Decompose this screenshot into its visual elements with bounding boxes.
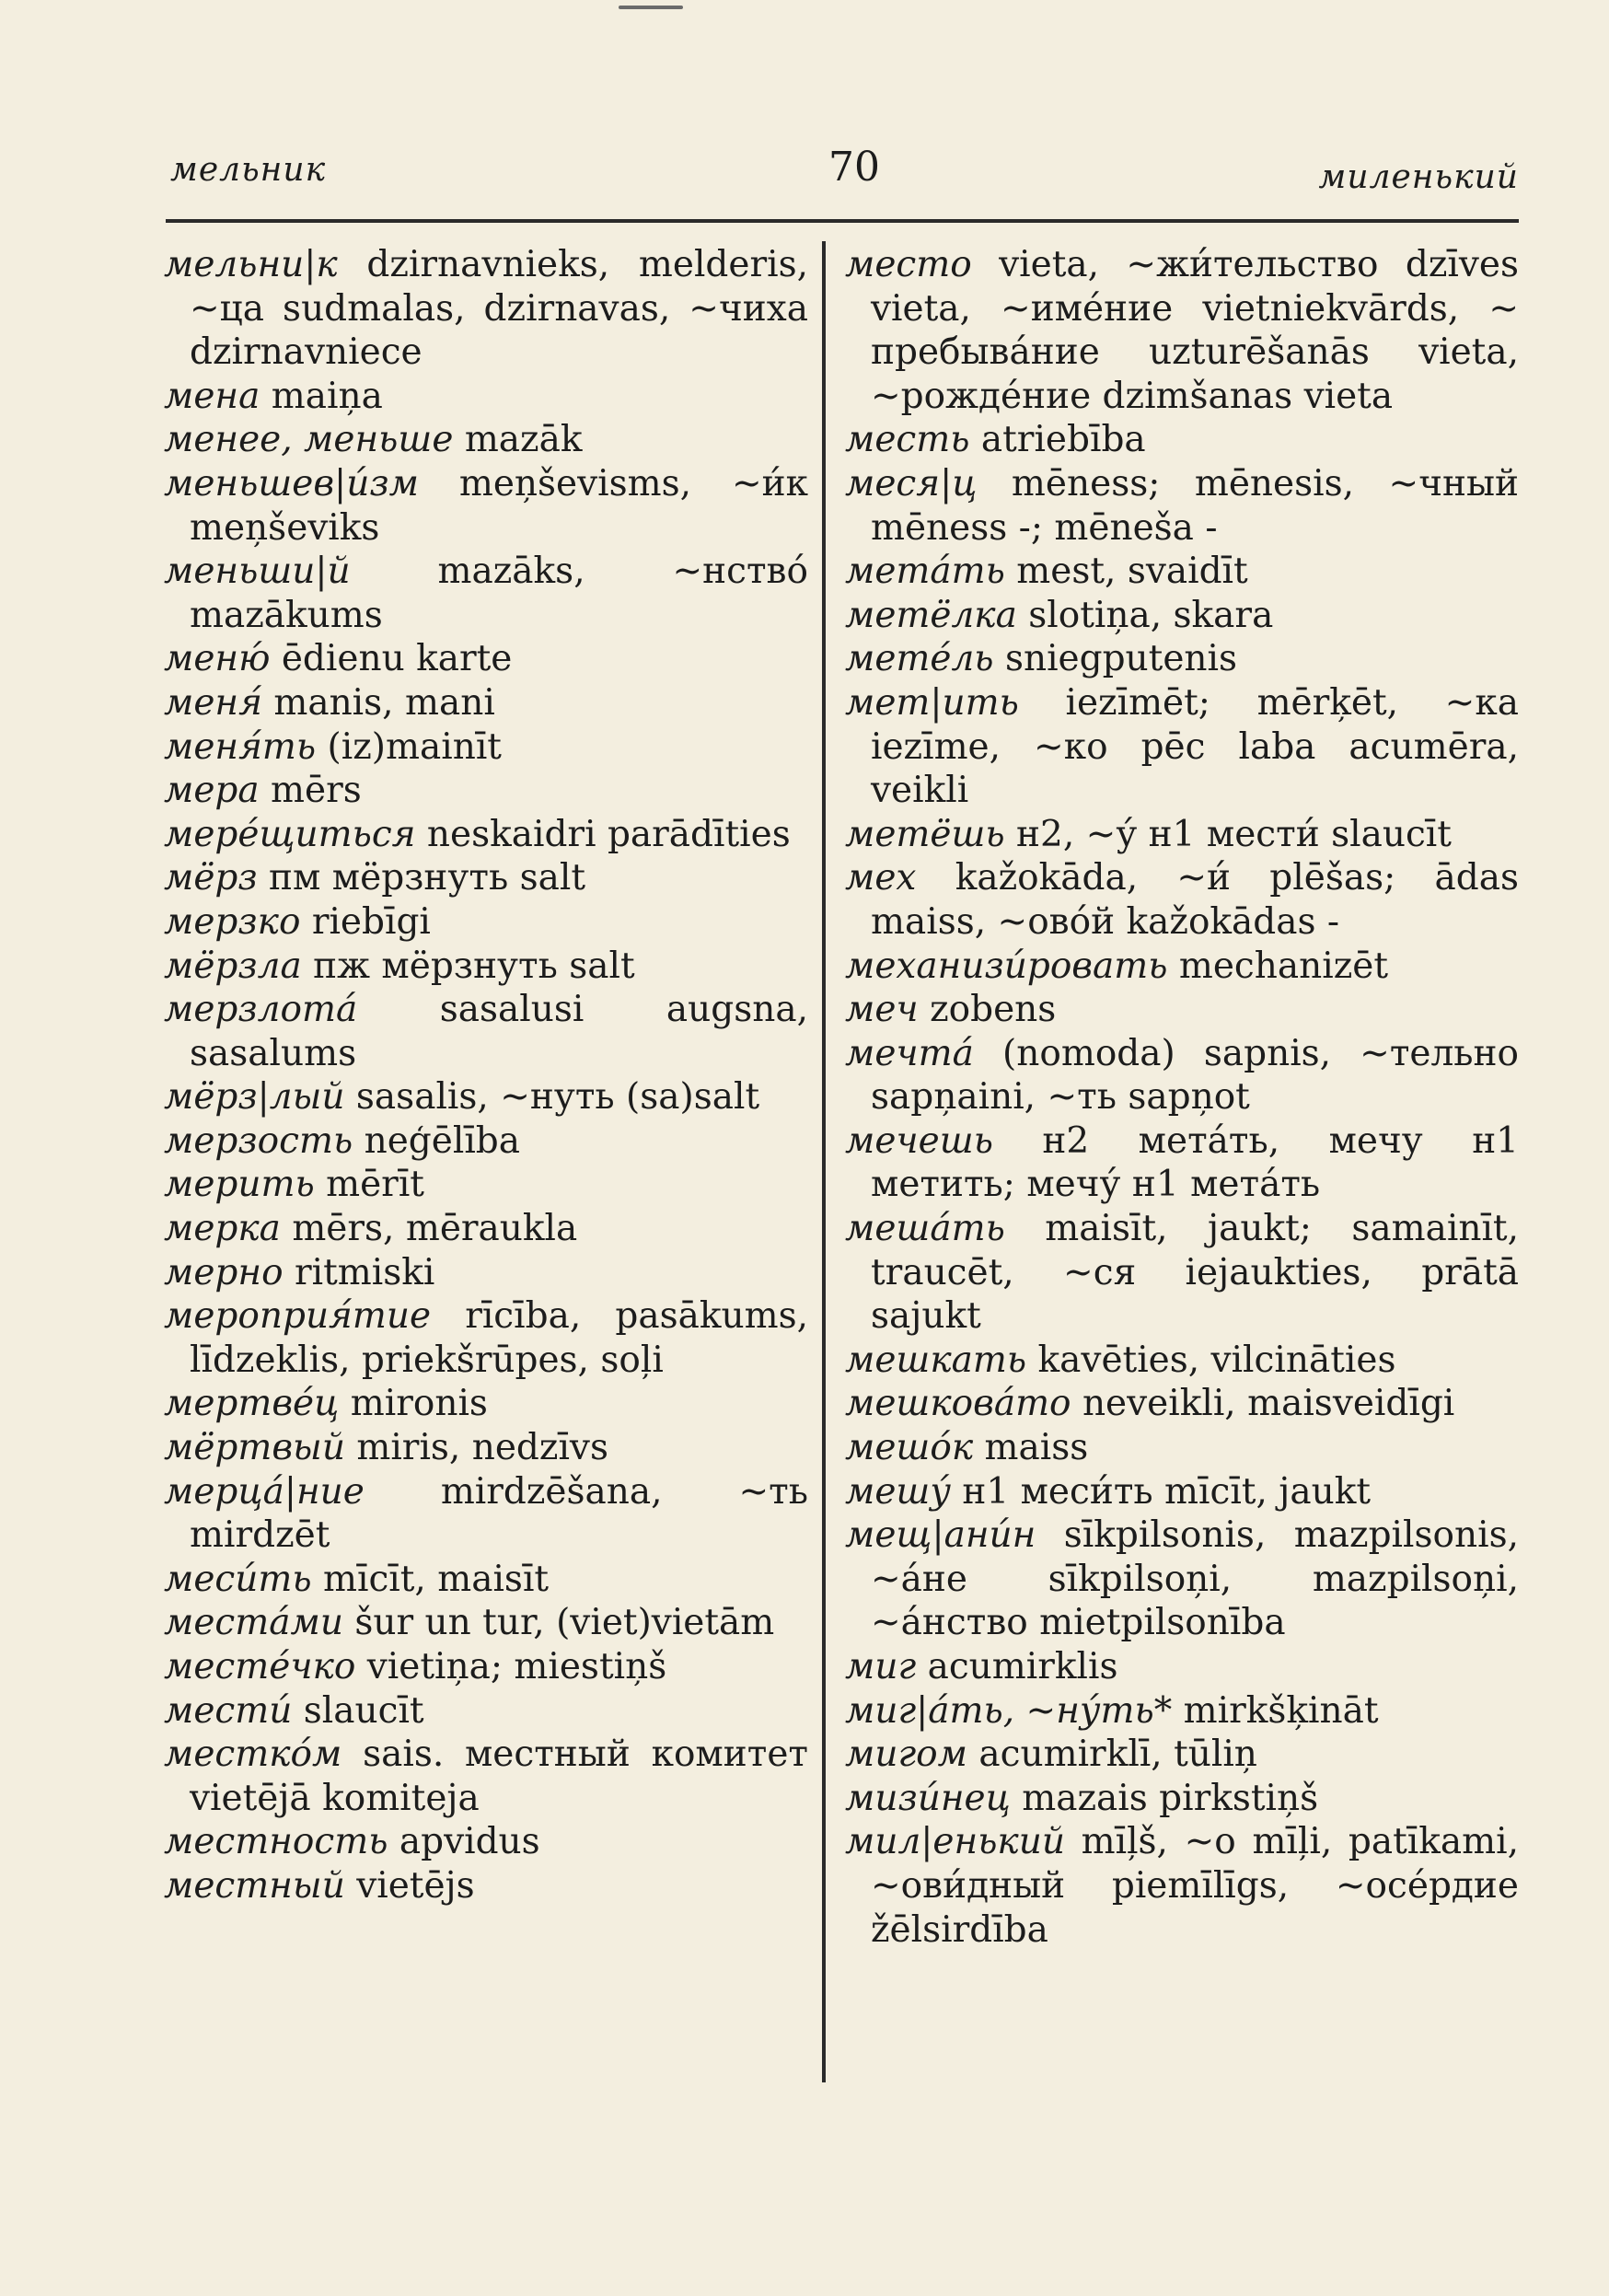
- definition: mīcīt, maisīt: [311, 1558, 550, 1600]
- definition: пж мёрзнуть salt: [301, 945, 635, 987]
- dictionary-entry: [845, 243, 1519, 418]
- definition: šur un tur, (viet)vietām: [342, 1602, 775, 1644]
- headword: меня́: [164, 681, 262, 724]
- headword: месть: [845, 419, 970, 461]
- dictionary-entry: [164, 1601, 808, 1645]
- dictionary-entry: [845, 988, 1519, 1032]
- dictionary-entry: [845, 1426, 1519, 1470]
- headword: мете́ль: [845, 638, 994, 680]
- definition: mērīt: [314, 1164, 424, 1206]
- headword: мерить: [164, 1164, 315, 1206]
- definition: neveikli, maisveidīgi: [1071, 1383, 1455, 1425]
- definition: neģēlība: [353, 1119, 521, 1162]
- dictionary-entry: [845, 945, 1519, 989]
- dictionary-entry: [845, 637, 1519, 681]
- definition: acumirklī, tūliņ: [967, 1734, 1257, 1776]
- definition: н1 меси́ть mīcīt, jaukt: [950, 1470, 1372, 1513]
- headword: мета́ть: [845, 551, 1005, 593]
- definition: mazāk: [453, 419, 583, 461]
- dictionary-entry: [164, 769, 808, 813]
- headword: мешу́: [845, 1470, 951, 1513]
- headword: место: [845, 244, 972, 285]
- dictionary-entry: [164, 1163, 808, 1207]
- headword: мероприя́тие: [164, 1295, 432, 1338]
- dictionary-entry: [164, 945, 808, 989]
- dictionary-entry: [164, 856, 808, 900]
- running-head: [170, 138, 1519, 203]
- dictionary-entry: [845, 594, 1519, 638]
- definition: apvidus: [388, 1821, 540, 1863]
- definition: manis, mani: [261, 681, 495, 724]
- dictionary-entry: [164, 1119, 808, 1164]
- headword: мера: [164, 770, 260, 812]
- headword: мечта́: [845, 1032, 974, 1074]
- headword: меню́: [164, 638, 271, 680]
- dictionary-entry: [845, 856, 1519, 944]
- definition: riebīgi: [300, 900, 431, 943]
- definition: sais. местный комитет vietējā komiteja: [190, 1734, 808, 1819]
- dictionary-entry: [164, 637, 808, 681]
- dictionary-entry: [845, 1733, 1519, 1777]
- definition: slaucīt: [292, 1689, 424, 1732]
- headword: мёрз|лый: [164, 1076, 345, 1119]
- page-number: 70: [828, 144, 880, 191]
- definition: vietējs: [344, 1864, 475, 1907]
- definition: miris, nedzīvs: [344, 1427, 608, 1469]
- dictionary-entry: [845, 550, 1519, 594]
- dictionary-entry: [845, 462, 1519, 550]
- headword: мерзость: [164, 1119, 353, 1162]
- dictionary-entry: [845, 418, 1519, 462]
- definition: ritmiski: [283, 1251, 435, 1293]
- definition: rīcība, pasākums, līdzeklis, priekšrūpes, soļi: [190, 1295, 808, 1381]
- definition: mirkšķināt: [1172, 1689, 1379, 1732]
- definition: mēness; mēnesis, ~чный mēness -; mēneša -: [871, 462, 1519, 549]
- dictionary-entry: [164, 1470, 808, 1558]
- headword: мех: [845, 857, 917, 899]
- left-column: [164, 243, 808, 1908]
- definition: maiņa: [260, 375, 383, 417]
- headword: метёлка: [845, 594, 1017, 636]
- definition: mironis: [339, 1383, 488, 1425]
- headword: мешо́к: [845, 1427, 974, 1469]
- dictionary-entry: [845, 1119, 1519, 1207]
- dictionary-entry: [164, 1558, 808, 1602]
- dictionary-entry: [845, 1339, 1519, 1383]
- definition: sasalusi augsna, sasalums: [190, 989, 808, 1074]
- definition: mazais pirkstiņš: [1010, 1777, 1319, 1819]
- headword: мигом: [845, 1734, 967, 1776]
- headword: мертве́ц: [164, 1383, 340, 1425]
- left-guide-word: мельник: [170, 151, 327, 189]
- right-guide-word: миленький: [1318, 158, 1519, 196]
- headword: мельни|к: [164, 244, 338, 285]
- dictionary-entry: [164, 1864, 808, 1908]
- headword: менее, меньше: [164, 419, 454, 461]
- dictionary-entry: [164, 243, 808, 375]
- dictionary-entry: [164, 988, 808, 1075]
- definition: kavēties, vilcināties: [1026, 1339, 1396, 1381]
- dictionary-entry: [164, 1689, 808, 1734]
- dictionary-entry: [164, 681, 808, 725]
- dictionary-entry: [164, 1207, 808, 1251]
- definition: zobens: [918, 989, 1057, 1031]
- dictionary-entry: [164, 1294, 808, 1382]
- definition: vieta, ~жи́тельство dzīves vieta, ~име́ние vietniekvārds, ~ пребыва́ние uzturēšanās vieta, ~рожде́ние dzimšanas vieta: [871, 244, 1519, 417]
- headword: местный: [164, 1864, 345, 1907]
- headword: меньшев|и́зм: [164, 462, 419, 504]
- dictionary-entry: [845, 1645, 1519, 1689]
- headword: миг: [845, 1646, 917, 1687]
- definition: kažokāda, ~и́ plēšas; ādas maiss, ~ово́й kažokādas -: [871, 857, 1519, 943]
- definition: sniegputenis: [993, 638, 1238, 680]
- headword: мешкова́то: [845, 1383, 1071, 1425]
- headword: меньши|й: [164, 551, 351, 593]
- dictionary-entry: [164, 725, 808, 770]
- definition: slotiņa, skara: [1016, 594, 1274, 636]
- dictionary-entry: [164, 418, 808, 462]
- headword: мёртвый: [164, 1427, 345, 1469]
- definition: neskaidri parādīties: [415, 813, 791, 855]
- definition: (nomoda) sapnis, ~тельно sapņaini, ~ть sapņot: [871, 1032, 1519, 1119]
- headword: меня́ть: [164, 725, 317, 768]
- definition: н2, ~у́ н1 мести́ slaucīt: [1004, 813, 1452, 855]
- headword: мерзлота́: [164, 989, 358, 1031]
- dictionary-entry: [164, 900, 808, 945]
- definition: maisīt, jaukt; samainīt, traucēt, ~ся iejaukties, prātā sajukt: [871, 1208, 1519, 1338]
- dictionary-entry: [845, 1777, 1519, 1821]
- headword: мещ|ани́н: [845, 1514, 1036, 1557]
- headword: мешкать: [845, 1339, 1027, 1381]
- dictionary-entry: [845, 1032, 1519, 1119]
- definition: sasalis, ~нуть (sa)salt: [344, 1076, 760, 1119]
- headword: меся|ц: [845, 462, 978, 504]
- headword: мёрз: [164, 857, 258, 899]
- definition: vietiņa; miestiņš: [355, 1646, 667, 1687]
- dictionary-entry: [164, 1820, 808, 1864]
- headword: меша́ть: [845, 1208, 1005, 1250]
- definition: н2 мета́ть, мечу н1 метить; мечу́ н1 мета́ть: [871, 1119, 1519, 1206]
- definition: mazāks, ~нство́ mazākums: [190, 551, 808, 636]
- headword: мере́щиться: [164, 813, 416, 855]
- dictionary-entry: [164, 375, 808, 419]
- definition: atriebība: [969, 419, 1146, 461]
- definition: (iz)mainīt: [316, 725, 502, 768]
- definition: acumirklis: [916, 1646, 1118, 1687]
- headword: мена: [164, 375, 260, 417]
- dictionary-entry: [845, 681, 1519, 813]
- dictionary-entry: [164, 813, 808, 857]
- definition: maiss: [973, 1427, 1089, 1469]
- headword: мет|ить: [845, 681, 1019, 724]
- headword: мерзко: [164, 900, 301, 943]
- headword: механизи́ровать: [845, 945, 1168, 987]
- definition: ēdienu karte: [270, 638, 513, 680]
- definition: mechanizēt: [1167, 945, 1389, 987]
- definition: mest, svaidīt: [1004, 551, 1248, 593]
- dictionary-entry: [164, 1382, 808, 1426]
- right-column: [845, 243, 1519, 1952]
- dictionary-entry: [164, 1426, 808, 1470]
- dictionary-entry: [164, 462, 808, 550]
- headword: мерка: [164, 1208, 281, 1250]
- definition: meņševisms, ~и́к meņševiks: [190, 462, 808, 549]
- headword: метёшь: [845, 813, 1005, 855]
- headword: местность: [164, 1821, 388, 1863]
- page-top-mark: [619, 6, 683, 9]
- headword: мёрзла: [164, 945, 302, 987]
- definition: mērs, mēraukla: [280, 1208, 578, 1250]
- headword: миг|а́ть, ~ну́ть*: [845, 1689, 1173, 1732]
- headword: месте́чко: [164, 1646, 356, 1687]
- headword: мил|енький: [845, 1821, 1065, 1863]
- header-rule: [166, 219, 1519, 223]
- dictionary-entry: [164, 1645, 808, 1689]
- definition: dzirnavnieks, melderis, ~ца sudmalas, dzirnavas, ~чиха dzirnavniece: [190, 244, 808, 374]
- dictionary-entry: [845, 1513, 1519, 1645]
- headword: мечешь: [845, 1119, 993, 1162]
- dictionary-entry: [845, 1382, 1519, 1426]
- headword: меси́ть: [164, 1558, 312, 1600]
- headword: мерно: [164, 1251, 284, 1293]
- headword: мизи́нец: [845, 1777, 1011, 1819]
- dictionary-entry: [845, 1470, 1519, 1514]
- dictionary-entry: [845, 1689, 1519, 1734]
- definition: iezīmēt; mērķēt, ~ка iezīme, ~ко pēc laba acumēra, veikli: [871, 681, 1519, 812]
- headword: мести́: [164, 1689, 293, 1732]
- dictionary-entry: [845, 813, 1519, 857]
- headword: мерца́|ние: [164, 1470, 365, 1513]
- headword: места́ми: [164, 1602, 343, 1644]
- definition: mērs: [259, 770, 362, 812]
- definition: sīkpilsonis, mazpilsonis, ~а́не sīkpilsoņi, mazpilsoņi, ~а́нство mietpilsonība: [871, 1514, 1519, 1644]
- dictionary-entry: [164, 1733, 808, 1820]
- dictionary-entry: [164, 1251, 808, 1295]
- dictionary-entry: [164, 550, 808, 637]
- dictionary-entry: [164, 1075, 808, 1119]
- headword: местко́м: [164, 1734, 342, 1776]
- dictionary-entry: [845, 1820, 1519, 1952]
- definition: mīļš, ~o mīļi, patīkami, ~ови́дный piemīlīgs, ~осе́рдие žēlsirdība: [871, 1821, 1519, 1951]
- column-divider: [822, 241, 826, 2082]
- definition: mirdzēšana, ~ть mirdzēt: [190, 1470, 808, 1557]
- dictionary-entry: [845, 1207, 1519, 1339]
- headword: меч: [845, 989, 919, 1031]
- definition: пм мёрзнуть salt: [257, 857, 585, 899]
